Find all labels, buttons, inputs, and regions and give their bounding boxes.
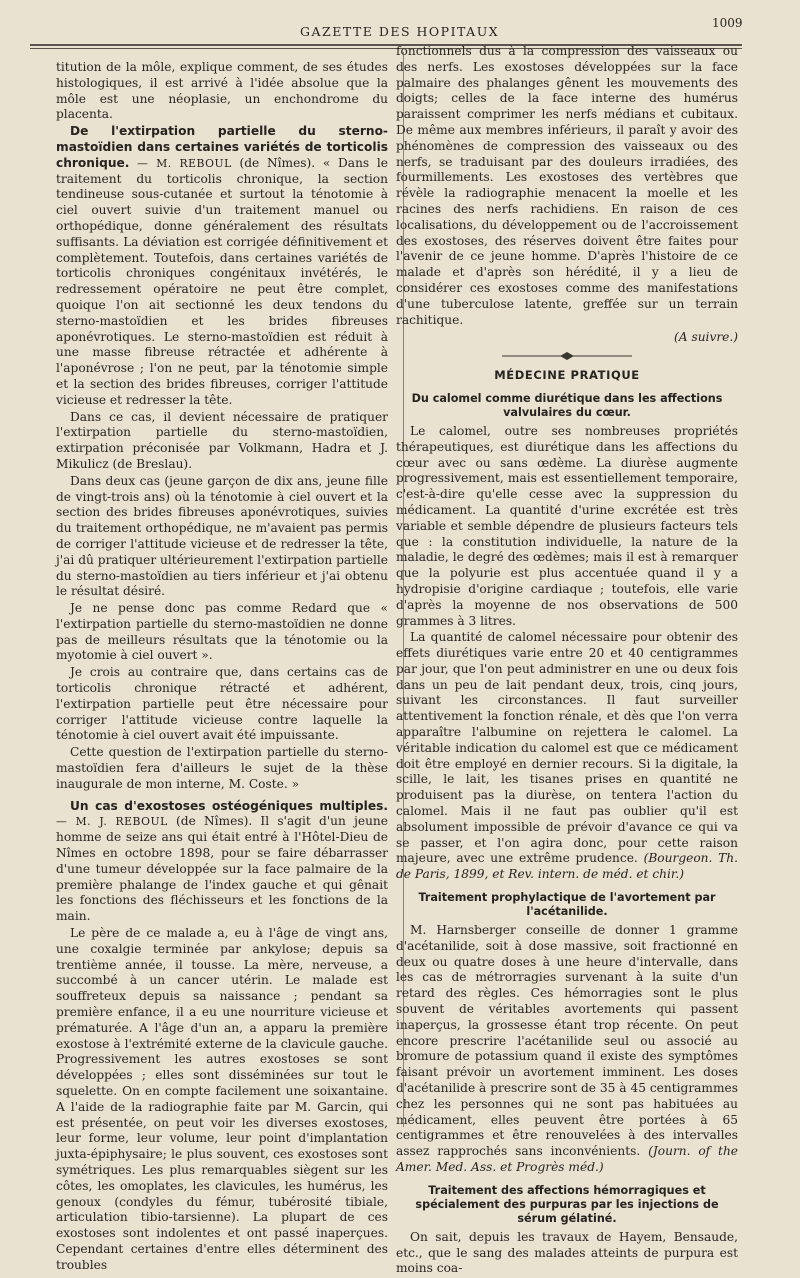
- paragraph: Dans deux cas (jeune garçon de dix ans, jeune fille de vingt-trois ans) où la ténotomie à ciel ouvert et la section des brides fibreuses aponévrotiques, suivies du traitement orthopédique, ne m'avaient pas permis de corriger l'attitude vicieuse et de redresser la tête, j'ai dû pratiquer ultérieurement l'extirpation partielle du sterno-mastoïdien au tiers inférieur et j'ai obtenu le résultat désiré.: [56, 473, 388, 599]
- paragraph: [396, 923, 738, 1176]
- section-title: MÉDECINE PRATIQUE: [494, 368, 640, 383]
- subsection-title: Du calomel comme diurétique dans les affections valvulaires du cœur.: [411, 391, 723, 419]
- paragraph: On sait, depuis les travaux de Hayem, Bensaude, etc., que le sang des malades atteints de purpura est moins coa-: [396, 1229, 738, 1276]
- page-number: 1009: [712, 16, 743, 30]
- paragraph: Je ne pense donc pas comme Redard que « l'extirpation partielle du sterno-mastoïdien ne donne pas de meilleurs résultats que la ténotomie ou la myotomie à ciel ouvert ».: [56, 601, 388, 663]
- article-intro: (de Nîmes). « Dans le traitement du torticolis chronique, la section tendineuse sous-cutanée et surtout la ténotomie à ciel ouvert suivie d'un traitement manuel ou orthopédique, donne généralement des résultats suffisants. La déviation est corrigée définitivement et complètement. Toutefois, dans certaines variétés de torticolis chroniques congénitaux invétérés, le redressement opératoire ne peut être complet, quoique l'on ait sectionné les deux tendons du sterno-mastoïdien et les brides fibreuses aponévrotiques. Le sterno-mastoïdien est réduit à une masse fibreuse rétractée et adhérente à l'aponévrose ; l'on ne peut, par la ténotomie simple et la section des brides fibreuses, corriger l'attitude vicieuse et redresser la tête.: [56, 155, 389, 407]
- article-title: Un cas d'exostoses ostéogéniques multiples.: [70, 798, 388, 813]
- article-author: — M. REBOUL: [137, 156, 232, 170]
- source-reference: (Bourgeon. Th. de Paris, 1899, et Rev. intern. de méd. et chir.): [396, 851, 739, 882]
- article-title: De l'extirpation partielle du sterno-mastoïdien dans certaines variétés de torticolis chronique.: [56, 124, 388, 170]
- paragraph-text: M. Harnsberger conseille de donner 1 gramme d'acétanilide, soit à dose massive, soit fractionné en deux ou quatre doses à une heure d'intervalle, dans les cas de métrorragies survenant à la suite d'un retard des règles. Ces hémorragies sont le plus souvent de véritables avortements qui passent inaperçus, la grossesse étant trop récente. On peut encore prescrire l'acétanilide seul ou associé au bromure de potassium quand il existe des symptômes faisant prévoir un avortement imminent. Les doses d'acétanilide à prescrire sont de 35 à 45 centigrammes chez les personnes qui ne sont pas habituées au médicament, elles peuvent être portées à 65 centigrammes et être renouvelées à des intervalles assez rapprochés sans inconvénients.: [396, 923, 738, 1159]
- left-column: [56, 60, 388, 1275]
- paragraph-text: La quantité de calomel nécessaire pour obtenir des effets diurétiques varie entre 20 et 40 centigrammes par jour, que l'on peut administrer en une ou deux fois dans un peu de lait pendant deux, trois, cinq jours, suivant les circonstances. Il faut surveiller attentivement la fonction rénale, et dès que l'on verra apparaître l'albumine on rejettera le calomel. La véritable indication du calomel est que ce médicament doit être employé en dernier recours. Si la digitale, la scille, le lait, les tisanes prises en quantité ne produisent pas la diurèse, on tentera l'action du calomel. Mais il ne faut pas oublier qu'il est absolument impossible de prévoir d'avance ce qui va se passer, et l'on agira donc, pour cette raison majeure, avec une extrême prudence.: [396, 630, 738, 866]
- subsection-title: Traitement des affections hémorragiques et spécialement des purpuras par les injections de sérum gélatiné.: [415, 1183, 719, 1225]
- continued-paragraph: fonctionnels dus à la compression des vaisseaux ou des nerfs. Les exostoses développées sur la face palmaire des phalanges gênent les mouvements des doigts; celles de la face interne des humérus paraissent comprimer les nerfs médians et cubitaux. De même aux membres inférieurs, il paraît y avoir des phénomènes de compression des vaisseaux ou des nerfs, se traduisant par des douleurs irradiées, des fourmillements. Les exostoses des vertèbres que révèle la radiographie menacent la moelle et les racines des nerfs rachidiens. En raison de ces localisations, du développement ou de l'accroissement des exostoses, des réserves doivent être faites pour l'avenir de ce jeune homme. D'après l'histoire de ce malade et d'après son hérédité, il y a lieu de considérer ces exostoses comme des manifestations d'une tuberculose latente, greffée sur un terrain rachitique.: [396, 44, 738, 327]
- to-be-continued: (A suivre.): [674, 330, 738, 345]
- article-reboul-torticolis: [56, 124, 388, 408]
- right-column: [396, 44, 738, 1278]
- article-intro: (de Nîmes). Il s'agit d'un jeune homme de seize ans qui était entré à l'Hôtel-Dieu de Nîmes en octobre 1898, pour se faire débarrasser d'une tumeur développée sur la face palmaire de la première phalange de l'index gauche et qui gênait les fonctions des fléchisseurs et les fonctions de la main.: [56, 814, 388, 924]
- paragraph: Cette question de l'extirpation partielle du sterno-mastoïdien fera d'ailleurs le sujet de la thèse inaugurale de mon interne, M. Coste. »: [56, 745, 388, 791]
- paragraph: Le calomel, outre ses nombreuses propriétés thérapeutiques, est diurétique dans les affections du cœur avec ou sans œdème. La diurèse augmente progressivement, mais est essentiellement temporaire, c'est-à-dire qu'elle cesse avec la suppression du médicament. La quantité d'urine excrétée est très variable et semble dépendre de plusieurs facteurs tels que : la constitution individuelle, la nature de la maladie, le degré des œdèmes; mais il est à remarquer que la polyurie est plus accentuée quand il y a hydropisie d'origine cardiaque ; toutefois, elle varie d'après la moyenne de nos observations de 500 grammes à 3 litres.: [396, 423, 738, 628]
- running-title: GAZETTE DES HOPITAUX: [300, 24, 500, 39]
- ornament-rule-icon: [502, 351, 632, 361]
- ornament-divider: [396, 350, 738, 362]
- article-reboul-exostoses: [56, 799, 388, 925]
- source-reference: (Journ. of the Amer. Med. Ass. et Progrès méd.): [396, 1144, 739, 1174]
- paragraph: [396, 630, 738, 883]
- paragraph: Je crois au contraire que, dans certains cas de torticolis chronique rétracté et adhérent, l'extirpation partielle peut être nécessaire pour corriger l'attitude vicieuse contre laquelle la ténotomie à ciel ouvert avait été impuissante.: [56, 665, 388, 743]
- paragraph: Le père de ce malade a, eu à l'âge de vingt ans, une coxalgie terminée par ankylose; depuis sa trentième année, il tousse. La mère, nerveuse, a succombé à un cancer utérin. Le malade est souffreteux depuis sa naissance ; pendant sa première enfance, il a eu une nourriture vicieuse et prématurée. A l'âge d'un an, a apparu la première exostose à l'extrémité externe de la clavicule gauche. Progressivement les autres exostoses se sont développées ; elles sont disséminées sur tout le squelette. On en compte facilement une soixantaine. A l'aide de la radiographie faite par M. Garcin, qui est présentée, on peut voir les diverses exostoses, leur forme, leur volume, leur point d'implantation juxta-épiphysaire; le plus souvent, ces exostoses sont symétriques. Les plus remarquables siègent sur les côtes, les omoplates, les clavicules, les humérus, les genoux (condyles du fémur, tubérosité tibiale, articulation tibio-tarsienne). La plupart de ces exostoses sont indolentes et ont passé inaperçues. Cependant certaines d'entre elles déterminent des troubles: [56, 926, 388, 1272]
- article-author: — M. J. REBOUL: [56, 815, 168, 829]
- paragraph: Dans ce cas, il devient nécessaire de pratiquer l'extirpation partielle du sterno-mastoïdien, extirpation préconisée par Volkmann, Hadra et J. Mikulicz (de Breslau).: [56, 409, 388, 471]
- continued-paragraph: titution de la môle, explique comment, de ses études histologiques, il est arrivé à l'idée absolue que la môle est une néoplasie, un enchondrome du placenta.: [56, 60, 388, 122]
- subsection-title: Traitement prophylactique de l'avortement par l'acétanilide.: [418, 891, 716, 919]
